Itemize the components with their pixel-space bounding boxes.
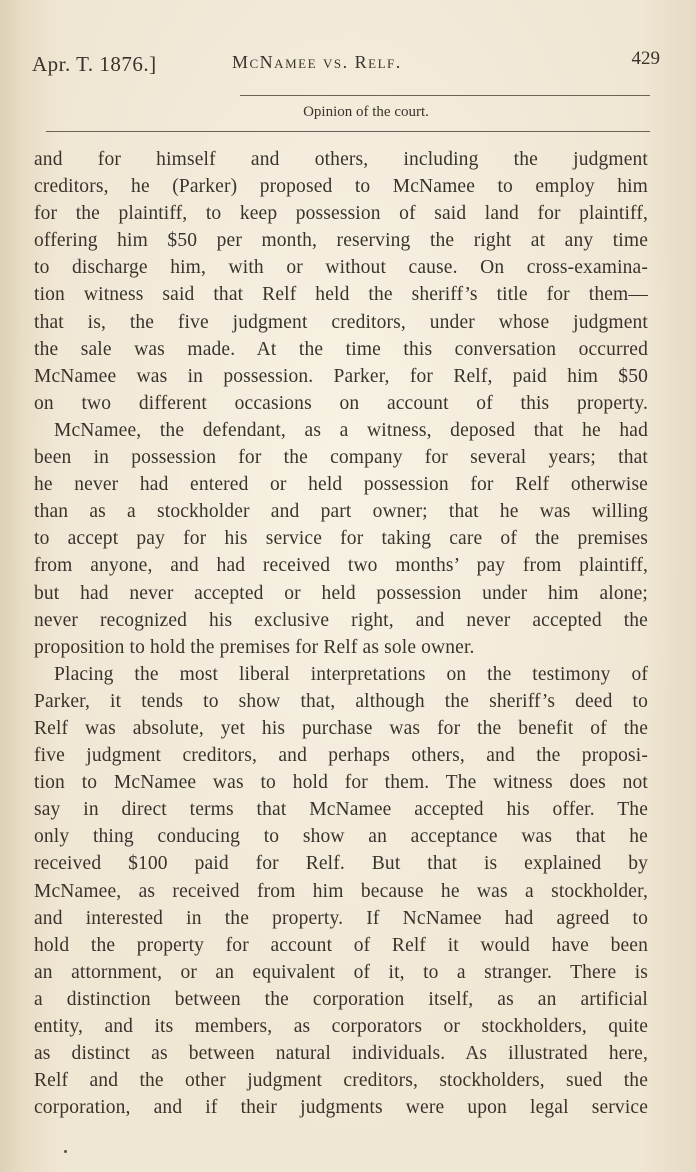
text-line: McNamee, as received from him because he was a stockholder, bbox=[34, 880, 648, 902]
text-line: creditors, he (Parker) proposed to McNamee to employ him bbox=[34, 176, 648, 198]
text-line: been in possession for the company for several years; that bbox=[34, 447, 648, 469]
text-line: that is, the five judgment creditors, under whose judgment bbox=[34, 311, 648, 333]
opinion-text bbox=[34, 146, 648, 1121]
text-line: and for himself and others, including the judgment bbox=[34, 149, 648, 170]
text-line: McNamee was in possession. Parker, for Relf, paid him $50 bbox=[34, 365, 648, 387]
text-line: but had never accepted or held possession under him alone; bbox=[34, 582, 648, 604]
text-line: only thing conducing to show an acceptance was that he bbox=[34, 826, 648, 848]
text-line: McNamee, the defendant, as a witness, deposed that he had bbox=[54, 419, 648, 441]
text-line: never recognized his exclusive right, and never accepted the bbox=[34, 609, 648, 631]
text-line: an attornment, or an equivalent of it, to a stranger. There is bbox=[34, 961, 648, 983]
text-line: tion to McNamee was to hold for them. The witness does not bbox=[34, 772, 648, 794]
header-rule-bottom bbox=[46, 131, 650, 132]
text-line: offering him $50 per month, reserving the right at any time bbox=[34, 230, 648, 252]
text-line: tion witness said that Relf held the sheriff’s title for them— bbox=[34, 284, 648, 306]
text-line: Placing the most liberal interpretations on the testimony of bbox=[54, 663, 648, 685]
paper-speck bbox=[64, 1150, 67, 1153]
text-line: and interested in the property. If NcNamee had agreed to bbox=[34, 907, 648, 929]
text-line: entity, and its members, as corporators or stockholders, quite bbox=[34, 1016, 648, 1037]
running-header bbox=[32, 48, 660, 82]
page-number: 429 bbox=[631, 48, 660, 69]
text-line: from anyone, and had received two months’ pay from plaintiff, bbox=[34, 555, 648, 577]
text-line: to discharge him, with or without cause. On cross-examina- bbox=[34, 257, 648, 279]
text-line: hold the property for account of Relf it would have been bbox=[34, 934, 648, 956]
text-line: corporation, and if their judgments were upon legal service bbox=[34, 1097, 648, 1119]
text-line: the sale was made. At the time this conversation occurred bbox=[34, 338, 648, 360]
text-line: for the plaintiff, to keep possession of said land for plaintiff, bbox=[34, 203, 648, 225]
header-rule-top bbox=[240, 95, 650, 96]
text-line: to accept pay for his service for taking care of the premises bbox=[34, 528, 648, 550]
text-line: Relf and the other judgment creditors, stockholders, sued the bbox=[34, 1070, 648, 1092]
text-line: as distinct as between natural individuals. As illustrated here, bbox=[34, 1043, 648, 1065]
case-title: McNamee vs. Relf. bbox=[232, 52, 402, 72]
text-line: Relf was absolute, yet his purchase was for the benefit of the bbox=[34, 717, 648, 739]
text-line: than as a stockholder and part owner; that he was willing bbox=[34, 501, 648, 523]
term-label: Apr. T. 1876.] bbox=[32, 52, 157, 76]
section-subheader: Opinion of the court. bbox=[303, 104, 429, 120]
text-line: Parker, it tends to show that, although the sheriff’s deed to bbox=[34, 690, 648, 712]
text-line: proposition to hold the premises for Relf as sole owner. bbox=[34, 636, 475, 658]
text-line: five judgment creditors, and perhaps others, and the proposi- bbox=[34, 745, 648, 767]
text-line: a distinction between the corporation itself, as an artificial bbox=[34, 988, 648, 1010]
text-line: say in direct terms that McNamee accepted his offer. The bbox=[34, 799, 648, 821]
text-line: on two different occasions on account of this property. bbox=[34, 392, 648, 414]
text-line: he never had entered or held possession for Relf otherwise bbox=[34, 474, 648, 496]
text-line: received $100 paid for Relf. But that is explained by bbox=[34, 853, 648, 875]
